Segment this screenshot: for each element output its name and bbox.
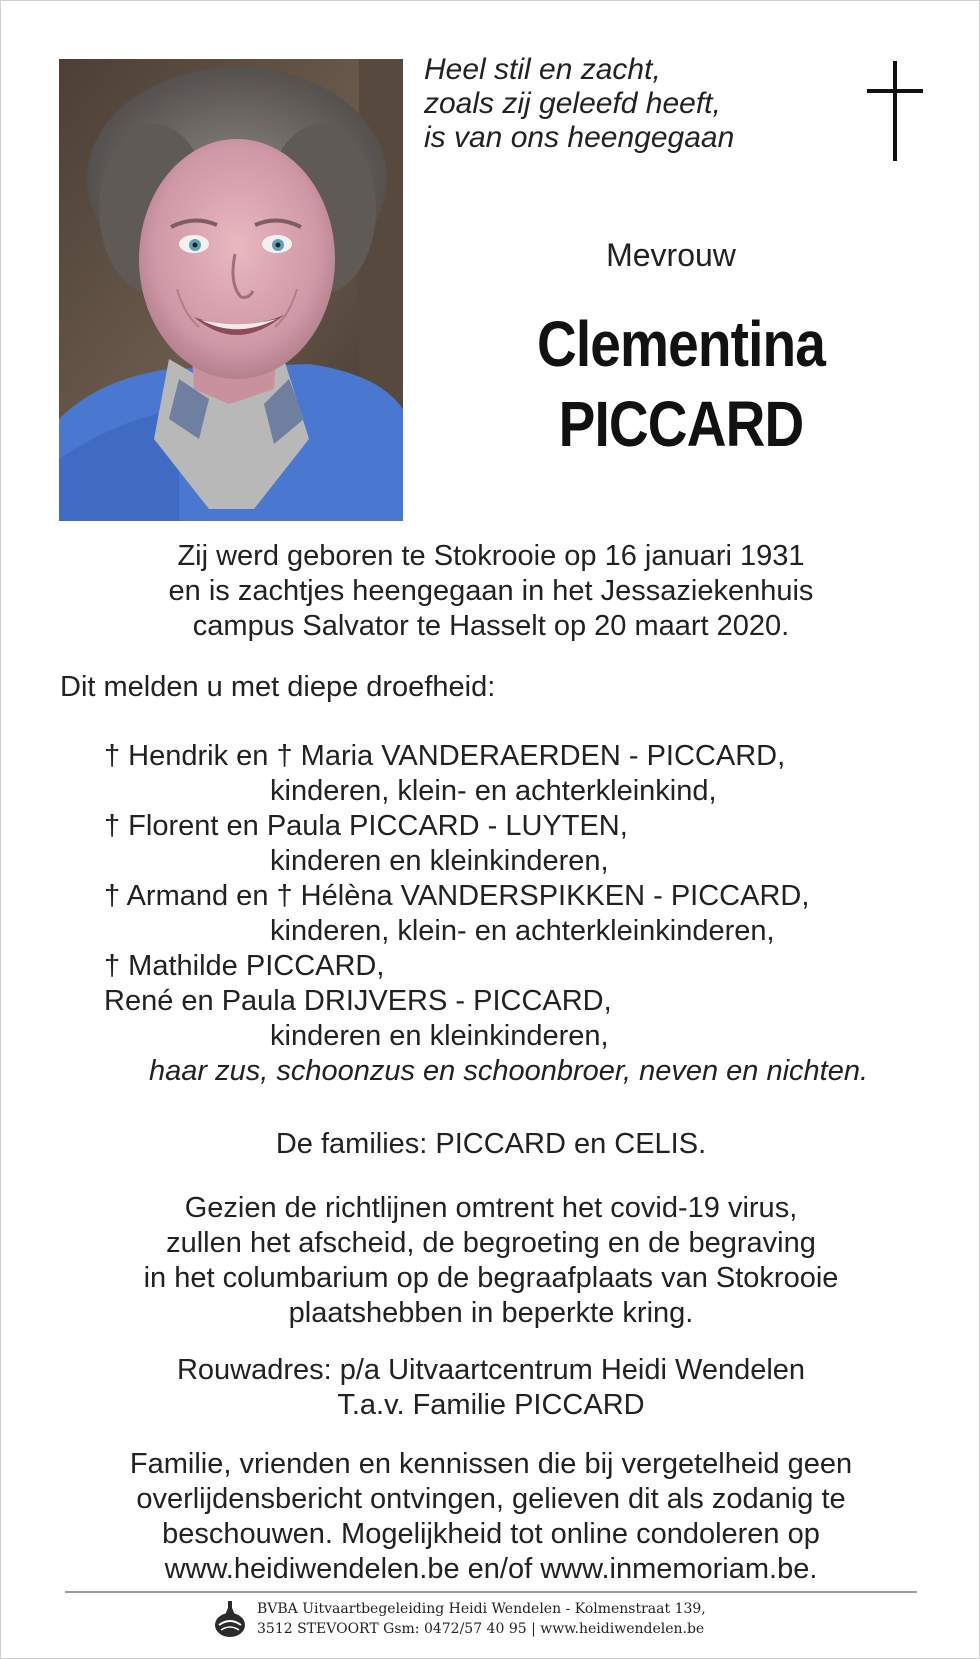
birth-death-paragraph <box>41 539 941 644</box>
poem-line: Heel stil en zacht, <box>424 53 661 86</box>
footer-text <box>257 1599 706 1639</box>
text-line: campus Salvator te Hasselt op 20 maart 2020. <box>192 610 790 642</box>
deceased-last-name: PICCARD <box>558 388 804 460</box>
family-line: kinderen, klein- en achterkleinkinderen, <box>270 915 775 947</box>
footer-line: BVBA Uitvaartbegeleiding Heidi Wendelen - Kolmenstraat 139, <box>257 1601 706 1617</box>
text-line: Rouwadres: p/a Uitvaartcentrum Heidi Wendelen <box>176 1354 806 1386</box>
text-line: en is zachtjes heengegaan in het Jessaziekenhuis <box>168 575 814 607</box>
announcement-line: Dit melden u met diepe droefheid: <box>60 671 496 703</box>
family-line: † Armand en † Hélèna VANDERSPIKKEN - PICCARD, <box>104 880 810 912</box>
honorific: Mevrouw <box>606 237 736 273</box>
text-line: in het columbarium op de begraafplaats van Stokrooie <box>143 1262 839 1294</box>
footer-line: 3512 STEVOORT Gsm: 0472/57 40 95 | www.heidiwendelen.be <box>257 1621 705 1637</box>
family-line: kinderen en kleinkinderen, <box>270 1020 609 1052</box>
portrait-photo <box>59 59 403 521</box>
footer <box>213 1599 706 1639</box>
poem-line: is van ons heengegaan <box>424 121 735 154</box>
family-line: † Mathilde PICCARD, <box>104 950 385 982</box>
text-line: T.a.v. Familie PICCARD <box>337 1389 645 1421</box>
family-line: haar zus, schoonzus en schoonbroer, neven en nichten. <box>149 1055 869 1087</box>
poem-line: zoals zij geleefd heeft, <box>424 87 721 120</box>
address-paragraph <box>41 1353 941 1423</box>
text-line: zullen het afscheid, de begroeting en de begraving <box>166 1227 816 1259</box>
text-line: overlijdensbericht ontvingen, gelieven dit als zodanig te <box>136 1483 846 1515</box>
funeral-home-logo-icon <box>213 1599 247 1639</box>
covid-notice-paragraph <box>41 1191 941 1331</box>
family-line: kinderen, klein- en achterkleinkind, <box>270 775 717 807</box>
closing-paragraph <box>41 1447 941 1587</box>
text-line: Zij werd geboren te Stokrooie op 16 januari 1931 <box>177 540 805 572</box>
family-line: kinderen en kleinkinderen, <box>270 845 609 877</box>
family-line: † Hendrik en † Maria VANDERAERDEN - PICCARD, <box>104 740 786 772</box>
text-line: Familie, vrienden en kennissen die bij vergetelheid geen <box>129 1448 853 1480</box>
latin-cross-icon <box>867 61 923 161</box>
deceased-first-name: Clementina <box>536 308 826 380</box>
text-line: plaatshebben in beperkte kring. <box>288 1297 694 1329</box>
family-line: René en Paula DRIJVERS - PICCARD, <box>104 985 612 1017</box>
text-line: De families: PICCARD en CELIS. <box>275 1128 707 1160</box>
family-line: † Florent en Paula PICCARD - LUYTEN, <box>104 810 628 842</box>
poem-verse <box>424 53 734 155</box>
family-list <box>104 739 868 1089</box>
families-paragraph <box>41 1127 941 1162</box>
text-line: beschouwen. Mogelijkheid tot online condoleren op <box>162 1518 820 1550</box>
footer-divider <box>65 1591 917 1593</box>
text-line: www.heidiwendelen.be en/of www.inmemoriam.be. <box>164 1553 818 1585</box>
text-line: Gezien de richtlijnen omtrent het covid-19 virus, <box>184 1192 798 1224</box>
